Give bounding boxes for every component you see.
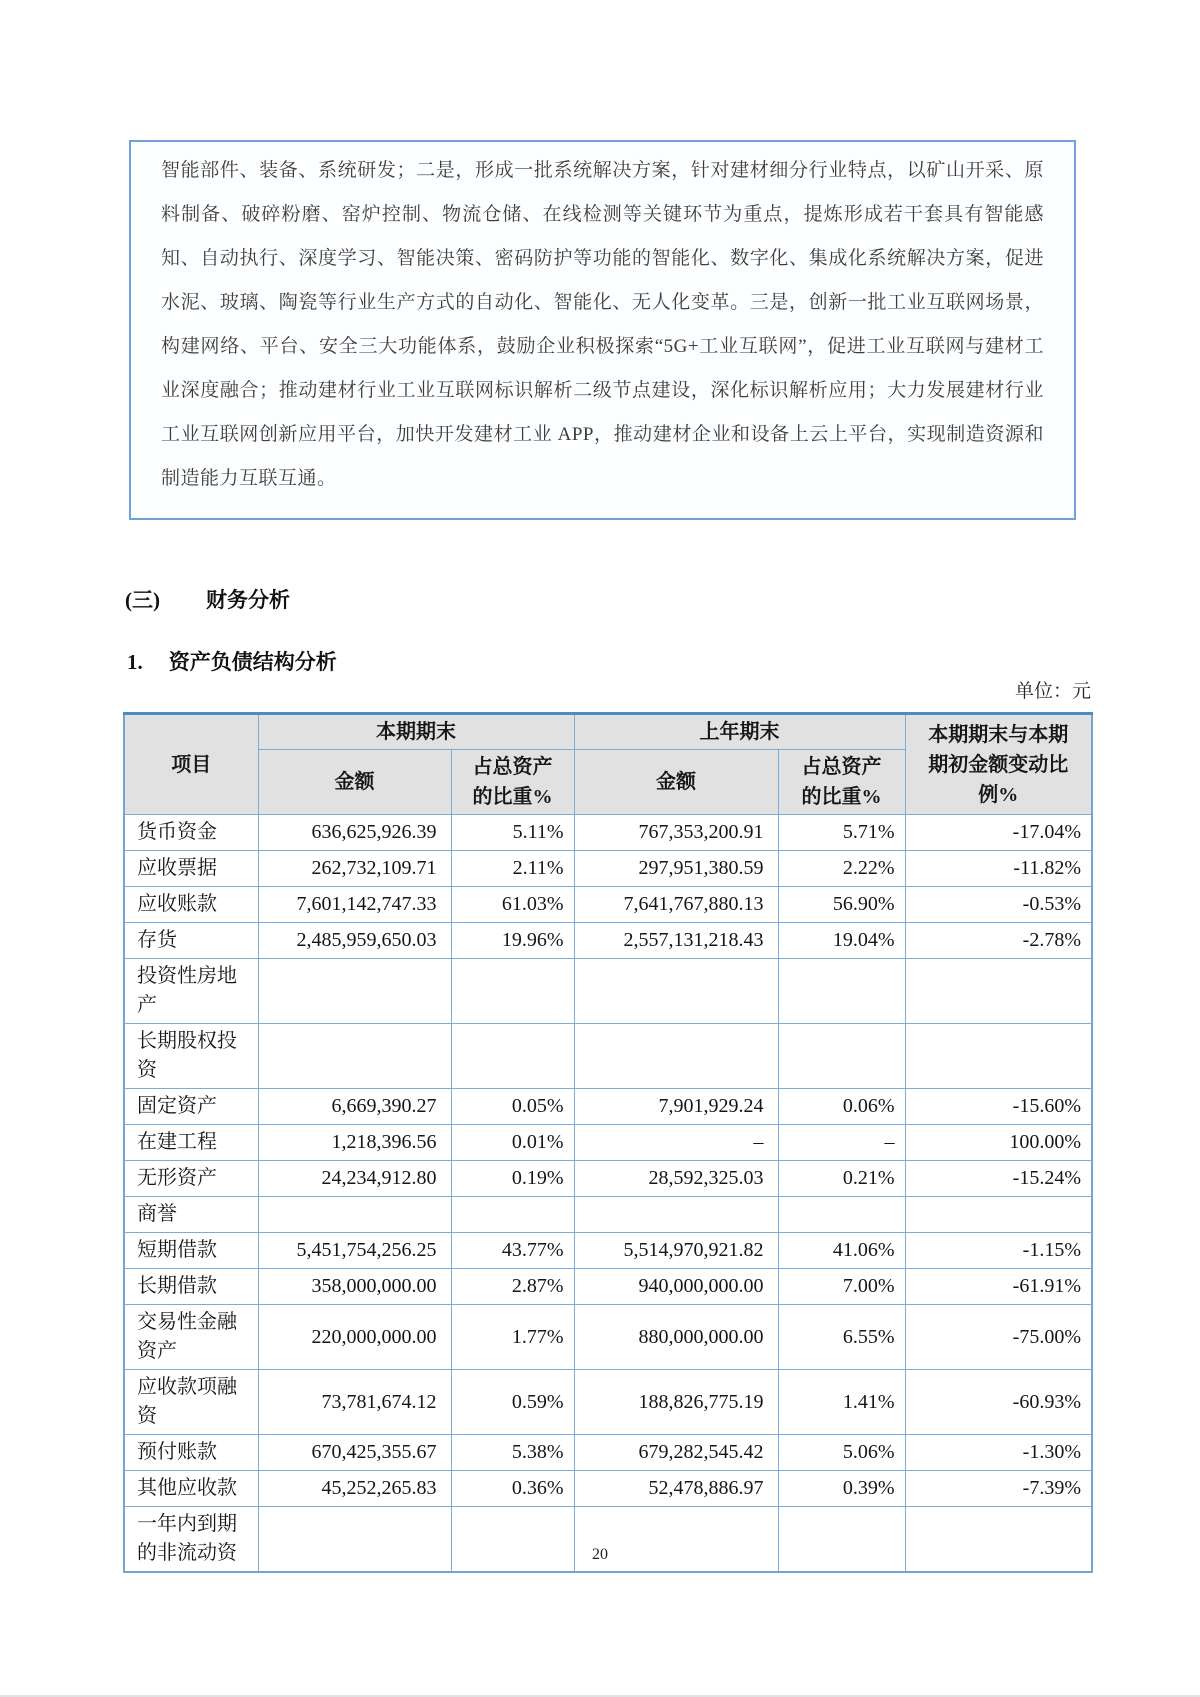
cell-prior-amount: 679,282,545.42 [574,1435,778,1471]
cell-prior-pct: 6.55% [778,1305,905,1370]
table-row [124,1089,1092,1125]
cell-item: 交易性金融资产 [124,1305,258,1370]
cell-current-pct [451,1024,574,1089]
cell-current-pct [451,1197,574,1233]
header-pct-current: 占总资产的比重% [451,750,574,815]
cell-prior-pct: 7.00% [778,1269,905,1305]
cell-item: 应收账款 [124,887,258,923]
cell-change-ratio: 100.00% [905,1125,1092,1161]
cell-prior-amount: 28,592,325.03 [574,1161,778,1197]
cell-item: 预付账款 [124,1435,258,1471]
cell-current-pct: 61.03% [451,887,574,923]
table-row [124,887,1092,923]
cell-item: 其他应收款 [124,1471,258,1507]
policy-callout-box [129,140,1076,520]
cell-current-amount [258,1024,451,1089]
cell-prior-pct: 1.41% [778,1370,905,1435]
cell-prior-pct: 0.06% [778,1089,905,1125]
cell-prior-amount [574,1197,778,1233]
cell-prior-amount: 52,478,886.97 [574,1471,778,1507]
cell-item: 商誉 [124,1197,258,1233]
cell-prior-amount: 940,000,000.00 [574,1269,778,1305]
cell-prior-amount: 880,000,000.00 [574,1305,778,1370]
cell-current-pct: 0.05% [451,1089,574,1125]
table-header [124,714,1092,815]
table-row [124,1305,1092,1370]
cell-change-ratio: -7.39% [905,1471,1092,1507]
cell-current-pct: 43.77% [451,1233,574,1269]
cell-item: 长期借款 [124,1269,258,1305]
cell-current-amount: 262,732,109.71 [258,851,451,887]
header-pct-prior: 占总资产的比重% [778,750,905,815]
cell-item: 存货 [124,923,258,959]
cell-change-ratio: -0.53% [905,887,1092,923]
section-heading-prefix: (三) [125,588,160,612]
header-amount-current: 金额 [258,750,451,815]
cell-change-ratio: -60.93% [905,1370,1092,1435]
section-heading-title: 财务分析 [206,588,290,612]
table-row [124,959,1092,1024]
cell-change-ratio: -2.78% [905,923,1092,959]
unit-label: 单位：元 [1014,681,1091,702]
subsection-heading-prefix: 1. [127,650,143,674]
cell-change-ratio: -17.04% [905,815,1092,851]
table-row [124,1435,1092,1471]
cell-current-pct: 0.36% [451,1471,574,1507]
cell-change-ratio [905,1024,1092,1089]
cell-item: 货币资金 [124,815,258,851]
cell-change-ratio: -11.82% [905,851,1092,887]
cell-prior-pct: – [778,1125,905,1161]
cell-current-amount: 73,781,674.12 [258,1370,451,1435]
cell-current-pct: 5.11% [451,815,574,851]
page-number: 20 [592,1546,608,1563]
cell-current-pct: 2.11% [451,851,574,887]
cell-prior-pct: 56.90% [778,887,905,923]
cell-change-ratio: -15.60% [905,1089,1092,1125]
cell-prior-pct: 0.21% [778,1161,905,1197]
cell-current-pct: 0.01% [451,1125,574,1161]
table-row [124,851,1092,887]
cell-current-pct [451,959,574,1024]
cell-current-amount: 7,601,142,747.33 [258,887,451,923]
cell-prior-amount: 767,353,200.91 [574,815,778,851]
cell-change-ratio: -1.30% [905,1435,1092,1471]
balance-sheet-table [123,712,1093,1573]
cell-prior-pct: 2.22% [778,851,905,887]
cell-change-ratio: -1.15% [905,1233,1092,1269]
cell-item: 投资性房地产 [124,959,258,1024]
cell-item: 长期股权投资 [124,1024,258,1089]
cell-change-ratio: -61.91% [905,1269,1092,1305]
cell-current-amount [258,959,451,1024]
table-row [124,1233,1092,1269]
cell-current-amount: 5,451,754,256.25 [258,1233,451,1269]
cell-current-amount: 2,485,959,650.03 [258,923,451,959]
table-row [124,1269,1092,1305]
cell-prior-pct [778,1024,905,1089]
cell-current-amount: 670,425,355.67 [258,1435,451,1471]
cell-prior-amount: 2,557,131,218.43 [574,923,778,959]
cell-change-ratio: -15.24% [905,1161,1092,1197]
cell-prior-pct: 41.06% [778,1233,905,1269]
header-change-ratio: 本期期末与本期期初金额变动比例% [905,714,1092,815]
table-row [124,923,1092,959]
cell-item: 在建工程 [124,1125,258,1161]
cell-prior-amount: 7,641,767,880.13 [574,887,778,923]
header-prior-period: 上年期末 [574,714,905,750]
cell-item: 一年内到期的非流动资 [124,1507,258,1573]
header-current-period: 本期期末 [258,714,574,750]
cell-current-pct: 1.77% [451,1305,574,1370]
cell-prior-amount: 7,901,929.24 [574,1089,778,1125]
cell-item: 无形资产 [124,1161,258,1197]
cell-current-pct: 0.59% [451,1370,574,1435]
cell-prior-pct [778,1197,905,1233]
cell-change-ratio: -75.00% [905,1305,1092,1370]
cell-prior-amount [574,959,778,1024]
table-row [124,1125,1092,1161]
cell-item: 短期借款 [124,1233,258,1269]
cell-current-pct: 0.19% [451,1161,574,1197]
cell-current-pct: 19.96% [451,923,574,959]
cell-prior-pct: 5.06% [778,1435,905,1471]
cell-prior-pct: 5.71% [778,815,905,851]
cell-current-amount: 6,669,390.27 [258,1089,451,1125]
cell-prior-pct [778,959,905,1024]
section-heading [125,584,290,614]
cell-current-amount: 636,625,926.39 [258,815,451,851]
subsection-heading-title: 资产负债结构分析 [168,650,337,674]
cell-prior-amount: 5,514,970,921.82 [574,1233,778,1269]
cell-prior-amount: 297,951,380.59 [574,851,778,887]
cell-change-ratio [905,959,1092,1024]
table-row [124,1370,1092,1435]
cell-current-amount: 1,218,396.56 [258,1125,451,1161]
table-row [124,1024,1092,1089]
cell-current-amount: 24,234,912.80 [258,1161,451,1197]
header-amount-prior: 金额 [574,750,778,815]
subsection-heading [127,646,337,676]
cell-item: 应收款项融资 [124,1370,258,1435]
cell-change-ratio [905,1197,1092,1233]
cell-prior-pct: 0.39% [778,1471,905,1507]
table-row [124,1197,1092,1233]
table-row [124,815,1092,851]
cell-prior-amount [574,1024,778,1089]
cell-current-amount [258,1197,451,1233]
cell-current-amount: 220,000,000.00 [258,1305,451,1370]
table-body [124,815,1092,1573]
table-row [124,1161,1092,1197]
cell-prior-amount: 188,826,775.19 [574,1370,778,1435]
cell-item: 固定资产 [124,1089,258,1125]
cell-item: 应收票据 [124,851,258,887]
cell-current-amount: 45,252,265.83 [258,1471,451,1507]
cell-prior-amount: – [574,1125,778,1161]
table-row [124,1471,1092,1507]
cell-prior-pct: 19.04% [778,923,905,959]
header-item: 项目 [124,714,258,815]
policy-callout-text: 智能部件、装备、系统研发；二是，形成一批系统解决方案，针对建材细分行业特点，以矿山开采、原料制备、破碎粉磨、窑炉控制、物流仓储、在线检测等关键环节为重点，提炼形成若干套具有智能感知、自动执行、深度学习、智能决策、密码防护等功能的智能化、数字化、集成化系统解决方案，促进水泥、玻璃、陶瓷等行业生产方式的自动化、智能化、无人化变革。三是，创新一批工业互联网场景，构建网络、平台、安全三大功能体系，鼓励企业积极探索“5G+工业互联网”，促进工业互联网与建材工业深度融合；推动建材行业工业互联网标识解析二级节点建设，深化标识解析应用；大力发展建材行业工业互联网创新应用平台，加快开发建材工业 APP，推动建材企业和设备上云上平台，实现制造资源和制造能力互联互通。 [161,160,1044,489]
cell-current-amount: 358,000,000.00 [258,1269,451,1305]
cell-current-pct: 5.38% [451,1435,574,1471]
cell-current-pct: 2.87% [451,1269,574,1305]
